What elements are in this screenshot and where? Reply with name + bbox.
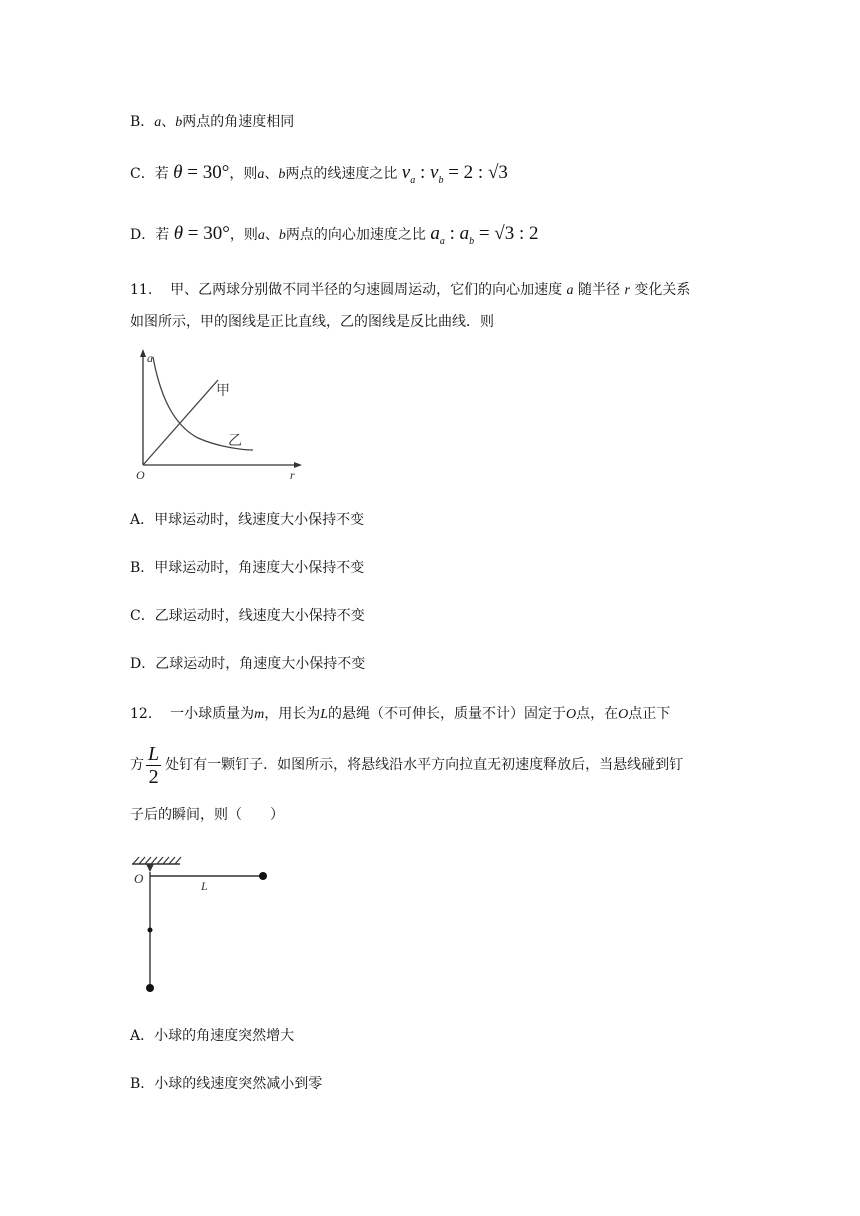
- q12-option-a: [130, 1026, 294, 1046]
- var-m: m: [254, 707, 265, 722]
- ratio-value: = 2 : √3: [443, 162, 508, 183]
- option-label: A．: [130, 512, 155, 528]
- q10-option-b: [130, 112, 294, 133]
- q12-stem-line3: [130, 805, 284, 825]
- q12-stem-line2: [130, 742, 683, 788]
- line-jia: [143, 380, 218, 465]
- stem-text: 甲、乙两球分别做不同半径的匀速圆周运动，它们的向心加速度: [170, 282, 563, 298]
- stem-text: 处钉有一颗钉子．如图所示，将悬线沿水平方向拉直无初速度释放后，当悬线碰到钉: [165, 757, 684, 773]
- option-text: 甲球运动时，角速度大小保持不变: [154, 560, 365, 576]
- option-label: C．: [130, 166, 155, 182]
- option-text: 甲球运动时，线速度大小保持不变: [154, 512, 365, 528]
- q11-figure: [128, 345, 313, 485]
- subscript-b: b: [438, 174, 444, 186]
- y-axis-arrow: [140, 349, 146, 357]
- subscript-a: a: [410, 174, 416, 186]
- option-label: D．: [130, 227, 156, 243]
- q10-option-c: [130, 163, 508, 191]
- var-v: v: [430, 162, 439, 183]
- x-axis-arrow: [294, 462, 302, 468]
- q10-option-d: [130, 224, 539, 252]
- option-label: B．: [130, 1076, 155, 1092]
- label-jia: 甲: [216, 384, 230, 399]
- stem-text: 的悬绳（不可伸长，质量不计）固定于: [328, 706, 566, 722]
- q11-option-d: [130, 654, 365, 674]
- theta-value: = 30°: [187, 223, 230, 244]
- separator: 、: [161, 114, 176, 130]
- q11-stem-line1: [130, 280, 690, 301]
- var-b: b: [175, 115, 183, 130]
- question-number: 12.: [130, 706, 153, 722]
- option-label: B．: [130, 560, 155, 576]
- text-mid: ，则: [229, 166, 258, 182]
- stem-text: 点正下: [628, 706, 671, 722]
- acceleration-ratio: [430, 223, 539, 247]
- stem-text: 方: [130, 757, 144, 773]
- fraction-L-over-2: [146, 743, 161, 788]
- option-text: 两点的线速度之比: [285, 166, 398, 182]
- theta-symbol: θ: [173, 162, 183, 183]
- ceiling-hatch: [133, 857, 181, 864]
- colon: :: [444, 223, 460, 244]
- separator: 、: [264, 166, 279, 182]
- subscript-b: b: [469, 235, 475, 247]
- var-a: a: [257, 228, 265, 243]
- pivot: [146, 864, 154, 872]
- option-text: 两点的向心加速度之比: [285, 227, 426, 243]
- q12-option-b: [130, 1074, 322, 1094]
- var-L: L: [320, 707, 328, 722]
- option-text: 乙球运动时，线速度大小保持不变: [154, 608, 365, 624]
- origin-label: O: [136, 468, 145, 482]
- y-axis-label: a: [147, 351, 153, 365]
- var-a: a: [566, 283, 574, 298]
- theta-symbol: θ: [173, 223, 184, 244]
- x-axis-label: r: [290, 468, 295, 482]
- subscript-a: a: [439, 235, 445, 247]
- var-acc: a: [459, 223, 470, 244]
- q11-stem-line2: [130, 312, 494, 332]
- var-b: b: [278, 228, 286, 243]
- stem-text: 随半径: [577, 282, 620, 298]
- ball-vertical: [146, 984, 154, 992]
- label-yi: 乙: [228, 434, 242, 449]
- theta-value: = 30°: [187, 162, 230, 183]
- q12-figure: [128, 850, 278, 1000]
- q12-stem-line1: [130, 704, 670, 725]
- option-text: 乙球运动时，角速度大小保持不变: [155, 656, 366, 672]
- q11-option-c: [130, 606, 365, 626]
- fraction-numerator: L: [148, 742, 160, 765]
- nail: [148, 928, 153, 933]
- ratio-value: = √3 : 2: [474, 223, 539, 244]
- var-a: a: [154, 115, 162, 130]
- text-pre: 若: [154, 166, 169, 182]
- q11-option-b: [130, 558, 364, 578]
- stem-text: 点，在: [576, 706, 619, 722]
- stem-text: ，用长为: [264, 706, 321, 722]
- ball-horizontal: [259, 872, 267, 880]
- theta-equation: [173, 162, 229, 183]
- text-pre: 若: [155, 227, 170, 243]
- var-r: r: [624, 283, 630, 298]
- q11-option-a: [130, 510, 364, 530]
- colon: :: [415, 162, 431, 183]
- origin-label: O: [134, 871, 144, 886]
- theta-equation: [174, 223, 230, 244]
- text-mid: ，则: [229, 227, 258, 243]
- var-O: O: [618, 707, 629, 722]
- separator: 、: [264, 227, 279, 243]
- option-label: D．: [130, 656, 156, 672]
- option-text: 两点的角速度相同: [182, 114, 295, 130]
- fraction-denominator: 2: [148, 765, 159, 788]
- stem-text: 变化关系: [634, 282, 691, 298]
- stem-text: 子后的瞬间，则（ ）: [130, 807, 284, 823]
- var-a: a: [257, 167, 265, 182]
- var-b: b: [278, 167, 286, 182]
- var-acc: a: [430, 223, 440, 244]
- option-label: A．: [130, 1028, 155, 1044]
- option-label: B．: [130, 114, 155, 130]
- stem-text: 一小球质量为: [170, 706, 255, 722]
- velocity-ratio: [401, 162, 508, 186]
- option-label: C．: [130, 608, 155, 624]
- option-text: 小球的线速度突然减小到零: [154, 1076, 323, 1092]
- length-label: L: [201, 879, 208, 893]
- stem-text: 如图所示，甲的图线是正比直线，乙的图线是反比曲线．则: [130, 314, 494, 330]
- var-O: O: [566, 707, 577, 722]
- option-text: 小球的角速度突然增大: [154, 1028, 295, 1044]
- question-number: 11.: [130, 282, 153, 298]
- var-v: v: [401, 162, 411, 183]
